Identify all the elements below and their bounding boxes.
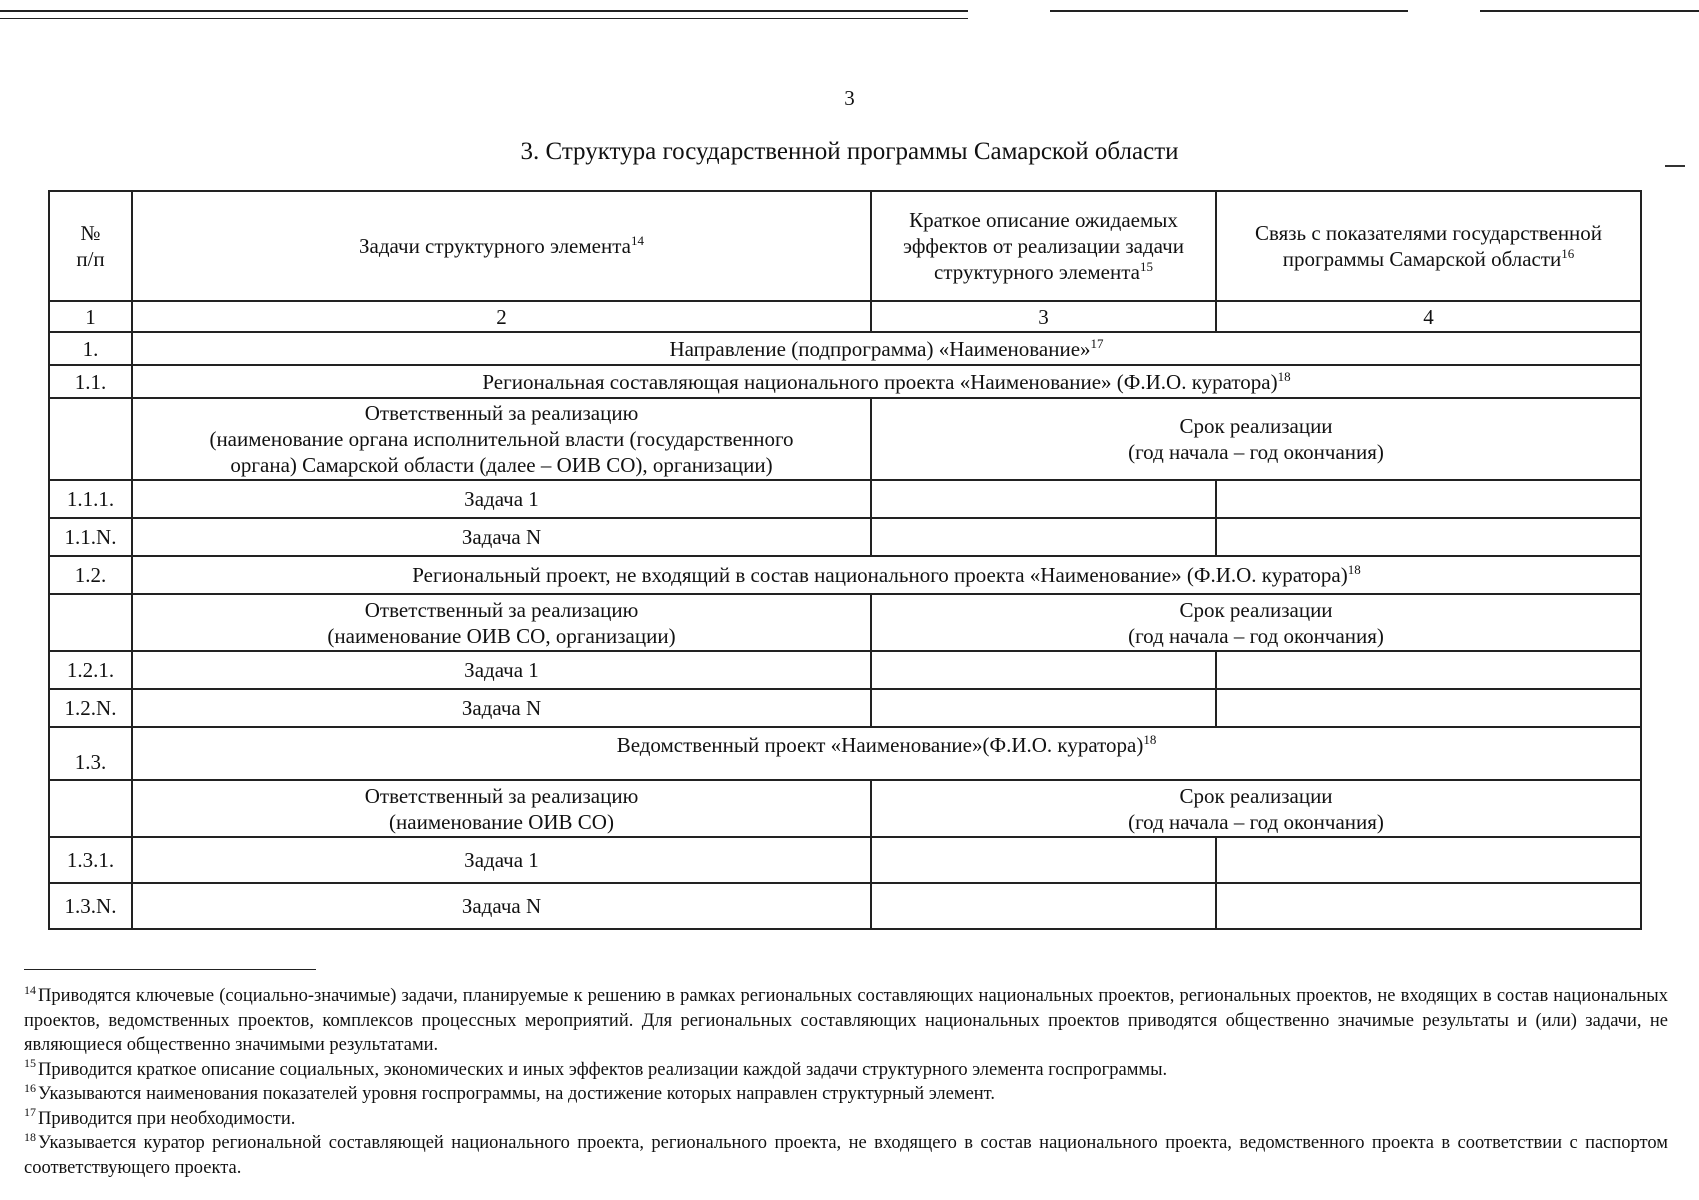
responsible-cell [132,594,871,651]
footnote-ref: 18 [1143,732,1157,747]
project-text: Региональная составляющая национального проекта «Наименование» (Ф.И.О. куратора) [482,369,1278,394]
footnote-number: 15 [24,1056,36,1071]
footnote [24,1107,1668,1132]
row-num: 1.3. [49,727,132,780]
footnote-separator [24,969,316,970]
structure-table [48,190,1642,930]
task-name: Задача 1 [132,651,871,689]
task-row [49,837,1641,883]
row-num: 1. [49,332,132,365]
responsible-row [49,594,1641,651]
project-title [132,556,1641,594]
row-num: 1.3.1. [49,837,132,883]
row-num: 1.1.N. [49,518,132,556]
project-row [49,727,1641,780]
footnote-text: Указывается куратор региональной составляющей национального проекта, регионального проекта, не входящего в состав национального проекта, ведомственного проекта в соответствии с паспортом соответствующего проекта. [24,1133,1668,1178]
term-line: (год начала – год окончания) [1128,809,1384,834]
header-tasks [132,191,871,301]
row-num-empty [49,398,132,480]
row-num: 1.1. [49,365,132,398]
project-text: Ведомственный проект «Наименование»(Ф.И.О. куратора) [616,733,1144,757]
task-row [49,518,1641,556]
footnote-ref: 15 [1139,259,1153,274]
footnote [24,1082,1668,1107]
scan-top-border [1480,10,1699,12]
task-effects-cell [871,883,1216,929]
task-name: Задача 1 [132,480,871,518]
project-row [49,365,1641,398]
responsible-row [49,780,1641,837]
responsible-cell [132,780,871,837]
responsible-line: Ответственный за реализацию [364,597,639,622]
term-line: (год начала – год окончания) [1128,440,1384,464]
task-effects-cell [871,518,1216,556]
task-row [49,883,1641,929]
responsible-line: органа) Самарской области (далее – ОИВ СО), организации) [230,453,773,477]
row-num: 1.2.1. [49,651,132,689]
task-link-cell [1216,518,1641,556]
direction-title [132,332,1641,365]
task-name: Задача N [132,883,871,929]
task-name: Задача N [132,689,871,727]
task-effects-cell [871,651,1216,689]
task-link-cell [1216,837,1641,883]
footnote-text: Приводятся ключевые (социально-значимые) задачи, планируемые к решению в рамках региональных составляющих национальных проектов, региональных проектов, не входящих в состав национальных проектов, ведомственных проектов, комплексов процессных мероприятий. Для региональных составляющих национальных проектов приводятся общественно значимые результаты и (или) задачи, не являющиеся общественно значимыми результатами. [24,986,1668,1055]
task-link-cell [1216,480,1641,518]
column-number: 1 [49,301,132,332]
column-number-row [49,301,1641,332]
table-header-row [49,191,1641,301]
project-title [132,727,1641,780]
project-title [132,365,1641,398]
column-number: 2 [132,301,871,332]
term-line: Срок реализации [1179,414,1333,438]
term-line: (год начала – год окончания) [1128,623,1384,648]
task-name: Задача 1 [132,837,871,883]
project-row [49,556,1641,594]
scan-top-border [1050,10,1408,12]
column-number: 3 [871,301,1216,332]
responsible-line: (наименование органа исполнительной власти (государственного [209,427,794,451]
footnote [24,1131,1668,1180]
row-num: 1.2. [49,556,132,594]
page-number: 3 [844,86,855,110]
footnote-ref: 17 [1090,335,1104,351]
task-row [49,651,1641,689]
footnote-ref: 18 [1277,368,1291,384]
row-num-empty [49,780,132,837]
responsible-line: Ответственный за реализацию [364,783,639,808]
scan-top-border [0,18,968,19]
footnote-text: Приводится краткое описание социальных, экономических и иных эффектов реализации каждой задачи структурного элемента госпрограммы. [38,1059,1168,1080]
project-text: Региональный проект, не входящий в состав национального проекта «Наименование» (Ф.И.О. куратора) [412,563,1348,587]
footnote-ref: 14 [630,233,644,248]
header-num [49,191,132,301]
header-num-line2: п/п [76,247,105,271]
direction-row [49,332,1641,365]
header-link-text: Связь с показателями государственной программы Самарской области [1254,221,1603,271]
term-line: Срок реализации [1179,597,1333,622]
footnote-ref: 16 [1561,246,1575,261]
task-name: Задача N [132,518,871,556]
row-num: 1.3.N. [49,883,132,929]
footnote-number: 14 [24,982,36,997]
responsible-line: (наименование ОИВ СО) [389,809,614,834]
footnote [24,1058,1668,1083]
footnote-text: Приводится при необходимости. [38,1108,296,1129]
footnote-number: 18 [24,1129,36,1144]
task-row [49,689,1641,727]
term-cell [871,398,1641,480]
page-title: 3. Структура государственной программы Самарской области [520,138,1179,165]
column-number: 4 [1216,301,1641,332]
task-effects-cell [871,689,1216,727]
term-cell [871,594,1641,651]
header-effects-text: Краткое описание ожидаемых эффектов от реализации задачи структурного элемента [903,208,1184,284]
task-link-cell [1216,883,1641,929]
responsible-cell [132,398,871,480]
row-num: 1.1.1. [49,480,132,518]
direction-text: Направление (подпрограмма) «Наименование» [669,336,1091,361]
task-effects-cell [871,480,1216,518]
task-effects-cell [871,837,1216,883]
responsible-line: Ответственный за реализацию [364,401,639,425]
row-num: 1.2.N. [49,689,132,727]
footnote [24,984,1668,1058]
responsible-row [49,398,1641,480]
header-num-line1: № [80,221,101,245]
header-tasks-text: Задачи структурного элемента [359,234,631,258]
footnote-text: Указываются наименования показателей уровня госпрограммы, на достижение которых направлен структурный элемент. [38,1084,996,1104]
footnote-ref: 18 [1347,562,1361,577]
footnote-number: 17 [24,1105,36,1120]
task-link-cell [1216,689,1641,727]
term-cell [871,780,1641,837]
scan-top-border [0,10,968,12]
header-link [1216,191,1641,301]
task-link-cell [1216,651,1641,689]
header-effects [871,191,1216,301]
term-line: Срок реализации [1179,783,1333,808]
task-row [49,480,1641,518]
footnote-number: 16 [24,1080,36,1095]
row-num-empty [49,594,132,651]
footnotes [24,984,1668,1180]
responsible-line: (наименование ОИВ СО, организации) [327,623,676,648]
